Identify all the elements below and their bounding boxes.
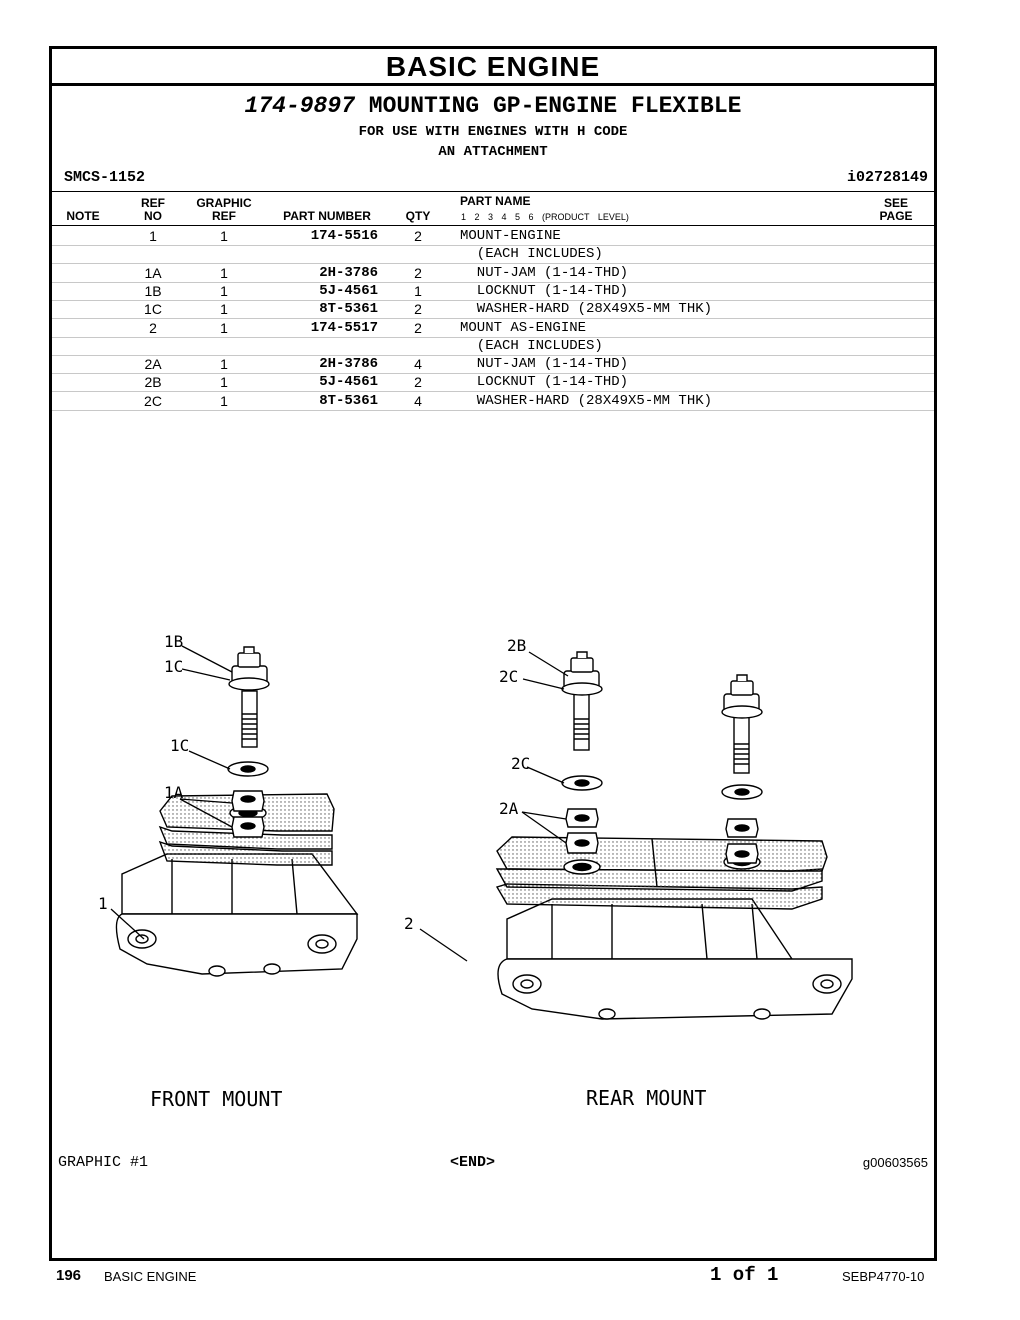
col-graphic-ref (192, 197, 256, 223)
parts-diagram (52, 569, 934, 1111)
graphic-ref-cell: 1 (220, 264, 228, 281)
callout-1: 1 (98, 894, 108, 913)
part-name-cell: LOCKNUT (1-14-THD) (460, 282, 629, 299)
group-heading (52, 93, 934, 119)
group-part-number: 174-9897 (244, 93, 355, 119)
rear-bolt-stack-left (562, 652, 602, 853)
footer-section: BASIC ENGINE (104, 1269, 197, 1284)
header-bottom-rule (52, 225, 934, 226)
col-no-label: NO (144, 209, 162, 223)
group-name: MOUNTING GP-ENGINE FLEXIBLE (368, 93, 742, 119)
page-frame (49, 46, 937, 1261)
col-qty: QTY (405, 209, 431, 223)
ref-no-cell: 1B (144, 282, 162, 299)
callout-2: 2 (404, 914, 414, 933)
callout-2b: 2B (507, 636, 527, 655)
col-note: NOTE (66, 209, 100, 223)
part-number-cell: 5J-4561 (319, 282, 378, 299)
footer-publication: SEBP4770-10 (842, 1269, 925, 1284)
part-name-cell: MOUNT-ENGINE (460, 228, 561, 244)
part-name-cell: (EACH INCLUDES) (460, 337, 603, 354)
illustration-id: i02728149 (846, 169, 928, 186)
part-name-cell: NUT-JAM (1-14-THD) (460, 264, 629, 281)
qty-cell: 4 (414, 356, 422, 373)
rear-mount-pads (497, 837, 827, 909)
callout-1c-top: 1C (164, 657, 184, 676)
graphic-ref-cell: 1 (220, 282, 228, 299)
graphic-ref-cell: 1 (220, 319, 228, 336)
graphic-ref-cell: 1 (220, 374, 228, 391)
table-row (52, 227, 934, 246)
part-name-cell: NUT-JAM (1-14-THD) (460, 356, 629, 373)
table-row (52, 300, 934, 319)
col-graphic-ref-label: REF (212, 209, 236, 223)
graphic-ref-cell: 1 (220, 228, 228, 244)
ref-no-cell: 2 (149, 319, 157, 336)
part-number-cell: 2H-3786 (319, 356, 378, 373)
ref-no-cell: 1C (144, 301, 162, 318)
table-row (52, 264, 934, 283)
callout-2c-top: 2C (499, 667, 519, 686)
smcs-code: SMCS-1152 (64, 169, 146, 186)
qty-cell: 2 (414, 374, 422, 391)
part-name-cell: LOCKNUT (1-14-THD) (460, 374, 629, 391)
graphic-id: g00603565 (862, 1155, 928, 1170)
part-number-cell: 174-5517 (310, 319, 378, 336)
table-row (52, 282, 934, 301)
table-row (52, 319, 934, 338)
part-number-cell: 2H-3786 (319, 264, 378, 281)
rear-mount-base (498, 899, 852, 1019)
col-see-label: SEE (883, 196, 908, 210)
ref-no-cell: 2C (144, 392, 162, 409)
qty-cell: 2 (414, 301, 422, 318)
qty-cell: 2 (414, 228, 422, 244)
usage-line-2: AN ATTACHMENT (438, 144, 548, 160)
footer-page-number: 196 (56, 1267, 82, 1284)
table-row (52, 355, 934, 374)
part-number-cell: 8T-5361 (319, 392, 378, 409)
col-page-label: PAGE (879, 209, 913, 223)
part-name-cell: WASHER-HARD (28X49X5-MM THK) (460, 392, 713, 409)
callout-2c-mid: 2C (511, 754, 531, 773)
front-mount-base (116, 854, 357, 976)
ref-no-cell: 1A (144, 264, 162, 281)
callout-1c-mid: 1C (170, 736, 190, 755)
part-name-cell: WASHER-HARD (28X49X5-MM THK) (460, 301, 713, 318)
header-top-rule (52, 191, 934, 192)
table-row (52, 337, 934, 356)
graphic-ref-cell: 1 (220, 392, 228, 409)
graphic-number: GRAPHIC #1 (58, 1154, 149, 1171)
table-row (52, 373, 934, 392)
qty-cell: 4 (414, 392, 422, 409)
graphic-ref-cell: 1 (220, 356, 228, 373)
part-number-cell: 8T-5361 (319, 301, 378, 318)
ref-no-cell: 1 (149, 228, 157, 244)
col-ref-no (132, 197, 174, 223)
table-row (52, 245, 934, 264)
rear-bolt-stack-right (722, 675, 762, 863)
ref-no-cell: 2A (144, 356, 162, 373)
section-title: BASIC ENGINE (52, 49, 934, 86)
rear-mount-caption: REAR MOUNT (586, 1086, 707, 1110)
col-graphic-label: GRAPHIC (196, 196, 252, 210)
col-part-name: PART NAME (460, 194, 531, 208)
callout-1b: 1B (164, 632, 184, 651)
part-name-cell: MOUNT AS-ENGINE (460, 319, 587, 336)
part-number-cell: 174-5516 (310, 228, 378, 244)
qty-cell: 1 (414, 282, 422, 299)
qty-cell: 2 (414, 319, 422, 336)
part-name-cell: (EACH INCLUDES) (460, 246, 603, 263)
col-ref-label: REF (141, 196, 165, 210)
table-row (52, 392, 934, 411)
end-marker: <END> (450, 1154, 496, 1171)
usage-line-1: FOR USE WITH ENGINES WITH H CODE (358, 124, 628, 140)
callout-1a: 1A (164, 783, 184, 802)
qty-cell: 2 (414, 264, 422, 281)
callout-2a: 2A (499, 799, 519, 818)
col-part-number: PART NUMBER (283, 209, 371, 223)
graphic-ref-cell: 1 (220, 301, 228, 318)
footer-page-of: 1 of 1 (710, 1264, 779, 1286)
ref-no-cell: 2B (144, 374, 162, 391)
front-bolt-stack (228, 647, 269, 837)
front-mount-caption: FRONT MOUNT (150, 1087, 283, 1111)
col-see-page (864, 197, 928, 223)
part-number-cell: 5J-4561 (319, 374, 378, 391)
product-level-header: 1 2 3 4 5 6 (PRODUCT LEVEL) (461, 212, 629, 222)
